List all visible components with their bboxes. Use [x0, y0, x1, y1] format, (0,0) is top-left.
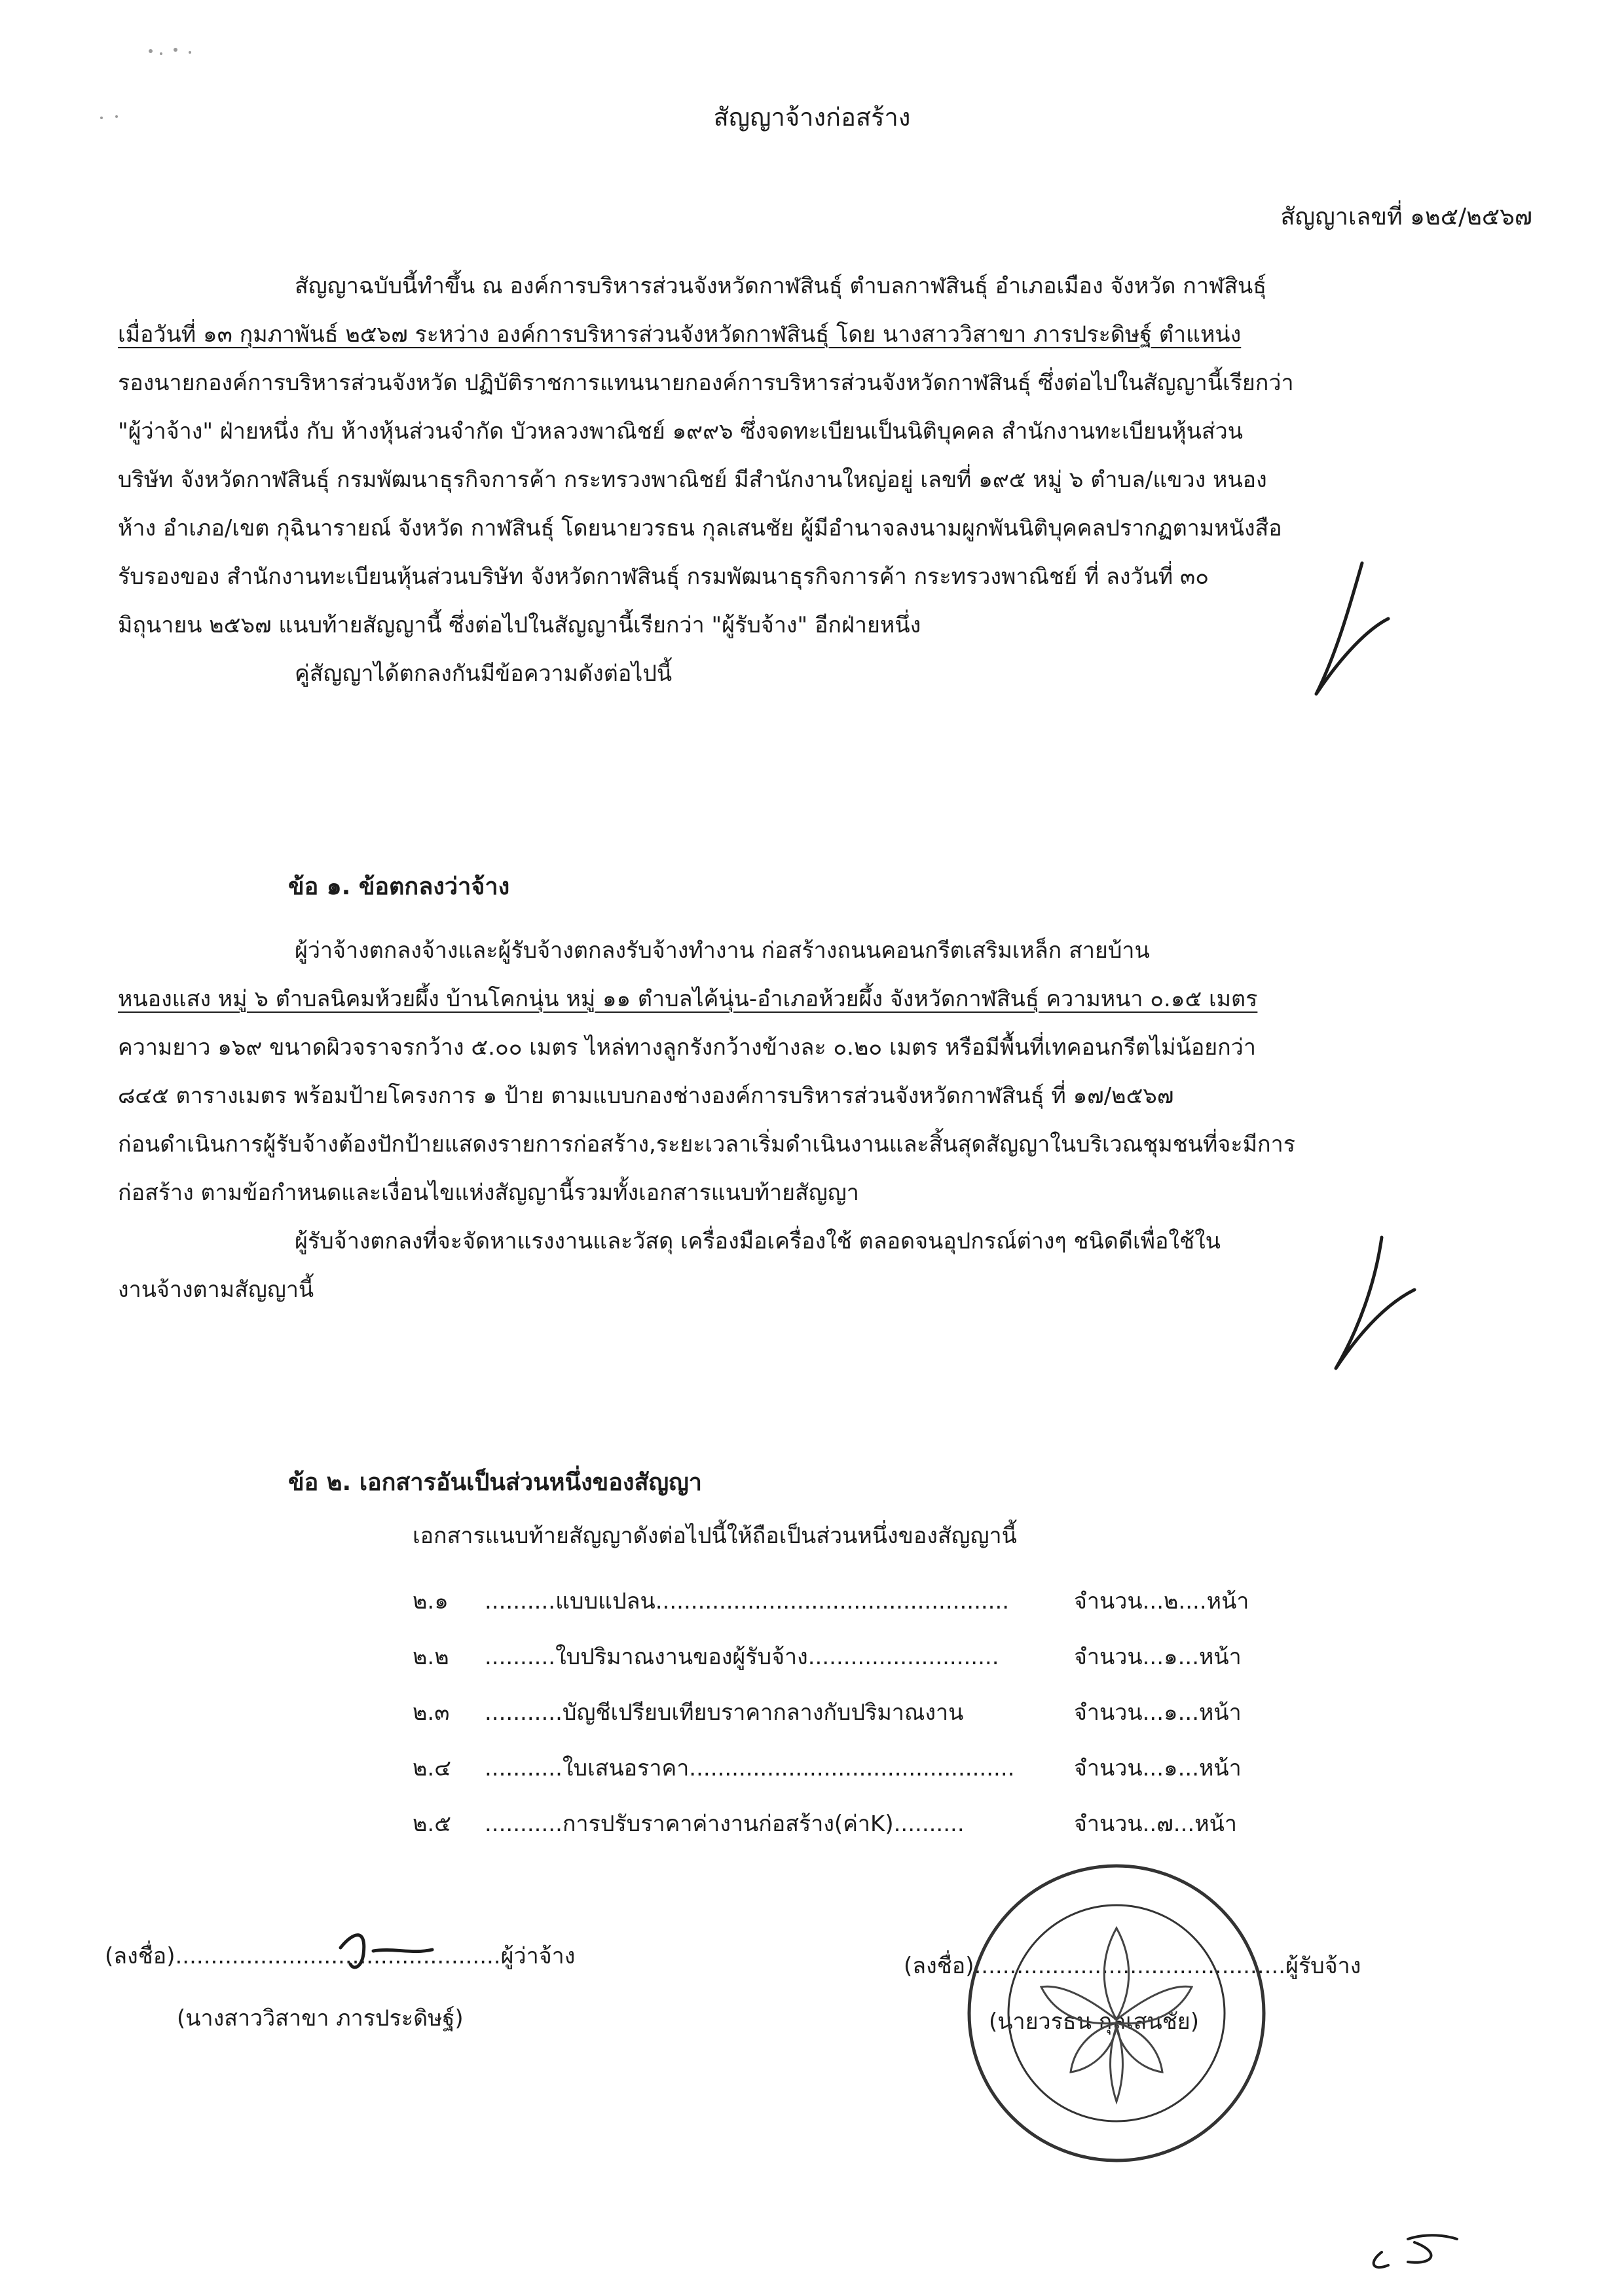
attachment-item: ..........แบบแปลน.................................................. — [485, 1588, 1010, 1614]
attachment-item: ...........บัญชีเปรียบเทียบราคากลางกับปริมาณงาน — [485, 1700, 964, 1726]
preamble-line: ห้าง อำเภอ/เขต กุฉินารายณ์ จังหวัด กาฬสินธุ์ โดยนายวรธน กุลเสนชัย ผู้มีอำนาจลงนามผูกพันนิติบุคคลปรากฏตามหนังสือ — [118, 515, 1282, 541]
attachment-number: ๒.๕ — [413, 1811, 451, 1837]
contract-number: สัญญาเลขที่ ๑๒๕/๒๕๖๗ — [1280, 204, 1532, 230]
employer-signature-line: (ลงชื่อ)..............................................ผู้ว่าจ้าง — [105, 1943, 576, 1969]
preamble-line: มิถุนายน ๒๕๖๗ แนบท้ายสัญญานี้ ซึ่งต่อไปในสัญญานี้เรียกว่า "ผู้รับจ้าง" อีกฝ่ายหนึ่ง — [118, 612, 921, 638]
attachment-number: ๒.๑ — [413, 1588, 449, 1614]
clause-1-heading: ข้อ ๑. ข้อตกลงว่าจ้าง — [288, 873, 510, 900]
clause-1-line: ผู้ว่าจ้างตกลงจ้างและผู้รับจ้างตกลงรับจ้างทำงาน ก่อสร้างถนนคอนกรีตเสริมเหล็ก สายบ้าน — [295, 938, 1150, 964]
contractor-signature-line: (ลงชื่อ)............................................ผู้รับจ้าง — [904, 1953, 1361, 1979]
employer-name: (นางสาววิสาขา ภารประดิษฐ์) — [177, 2005, 464, 2032]
attachment-count: จำนวน...๑...หน้า — [1074, 1700, 1242, 1726]
clause-1-line: ความยาว ๑๖๙ ขนาดผิวจราจรกว้าง ๕.๐๐ เมตร ไหล่ทางลูกรังกว้างข้างละ ๐.๒๐ เมตร หรือมีพื้นที่เทคอนกรีตไม่น้อยกว่า — [118, 1034, 1256, 1061]
agreement-intro: คู่สัญญาได้ตกลงกันมีข้อความดังต่อไปนี้ — [295, 661, 673, 687]
clause-1-line: หนองแสง หมู่ ๖ ตำบลนิคมห้วยผึ้ง บ้านโคกนุ่น หมู่ ๑๑ ตำบลไค้นุ่น-อำเภอห้วยผึ้ง จังหวัดกาฬสินธุ์ ความหนา ๐.๑๕ เมตร — [118, 986, 1258, 1012]
preamble-line: บริษัท จังหวัดกาฬสินธุ์ กรมพัฒนาธุรกิจการค้า กระทรวงพาณิชย์ มีสำนักงานใหญ่อยู่ เลขที่ ๑๙๕ หมู่ ๖ ตำบล/แขวง หนอง — [118, 467, 1267, 493]
clause-2-intro: เอกสารแนบท้ายสัญญาดังต่อไปนี้ให้ถือเป็นส่วนหนึ่งของสัญญานี้ — [413, 1523, 1017, 1549]
attachment-count: จำนวน...๒....หน้า — [1074, 1588, 1249, 1614]
attachment-number: ๒.๔ — [413, 1755, 451, 1781]
preamble-paragraph — [118, 262, 1539, 698]
attachment-count: จำนวน...๑...หน้า — [1074, 1644, 1242, 1670]
attachment-item: ...........การปรับราคาค่างานก่อสร้าง(ค่าK).......... — [485, 1811, 965, 1837]
preamble-line: "ผู้ว่าจ้าง" ฝ่ายหนึ่ง กับ ห้างหุ้นส่วนจำกัด บัวหลวงพาณิชย์ ๑๙๙๖ ซึ่งจดทะเบียนเป็นนิติบุคคล สำนักงานทะเบียนหุ้นส่วน — [118, 418, 1243, 445]
page-number-handwriting — [1374, 2235, 1457, 2267]
attachment-count: จำนวน...๑...หน้า — [1074, 1755, 1242, 1781]
clause-1-line: ๘๔๕ ตารางเมตร พร้อมป้ายโครงการ ๑ ป้าย ตามแบบกองช่างองค์การบริหารส่วนจังหวัดกาฬสินธุ์ ที่ ๑๗/๒๕๖๗ — [118, 1083, 1174, 1109]
attachment-item: ...........ใบเสนอราคา.............................................. — [485, 1755, 1015, 1781]
clause-1-line: ก่อนดำเนินการผู้รับจ้างต้องปักป้ายแสดงรายการก่อสร้าง,ระยะเวลาเริ่มดำเนินงานและสิ้นสุดสัญญาในบริเวณชุมชนที่จะมีการ — [118, 1131, 1295, 1157]
preamble-line: รองนายกองค์การบริหารส่วนจังหวัด ปฏิบัติราชการแทนนายกองค์การบริหารส่วนจังหวัดกาฬสินธุ์ ซึ่งต่อไปในสัญญานี้เรียกว่า — [118, 370, 1294, 396]
attachment-count: จำนวน..๗...หน้า — [1074, 1811, 1237, 1837]
attachment-item: ..........ใบปริมาณงานของผู้รับจ้าง........................... — [485, 1644, 999, 1670]
preamble-line: เมื่อวันที่ ๑๓ กุมภาพันธ์ ๒๕๖๗ ระหว่าง องค์การบริหารส่วนจังหวัดกาฬสินธุ์ โดย นางสาววิสาขา ภารประดิษฐ์ ตำแหน่ง — [118, 321, 1242, 348]
attachment-number: ๒.๒ — [413, 1644, 449, 1670]
clause-1-body — [118, 926, 1539, 1314]
document-title: สัญญาจ้างก่อสร้าง — [713, 103, 911, 132]
contractor-name: (นายวรธน กุลเสนชัย) — [989, 2009, 1199, 2035]
attachment-number: ๒.๓ — [413, 1700, 450, 1726]
clause-1-line: ก่อสร้าง ตามข้อกำหนดและเงื่อนไขแห่งสัญญานี้รวมทั้งเอกสารแนบท้ายสัญญา — [118, 1180, 859, 1206]
clause-1-line: ผู้รับจ้างตกลงที่จะจัดหาแรงงานและวัสดุ เครื่องมือเครื่องใช้ ตลอดจนอุปกรณ์ต่างๆ ชนิดดีเพื่อใช้ใน — [295, 1228, 1221, 1254]
preamble-line: สัญญาฉบับนี้ทำขึ้น ณ องค์การบริหารส่วนจังหวัดกาฬสินธุ์ ตำบลกาฬสินธุ์ อำเภอเมือง จังหวัด กาฬสินธุ์ — [295, 273, 1266, 299]
preamble-line: รับรองของ สำนักงานทะเบียนหุ้นส่วนบริษัท จังหวัดกาฬสินธุ์ กรมพัฒนาธุรกิจการค้า กระทรวงพาณิชย์ ที่ ลงวันที่ ๓๐ — [118, 564, 1209, 590]
clause-1-line: งานจ้างตามสัญญานี้ — [118, 1277, 314, 1303]
clause-2-heading: ข้อ ๒. เอกสารอันเป็นส่วนหนึ่งของสัญญา — [288, 1469, 703, 1496]
